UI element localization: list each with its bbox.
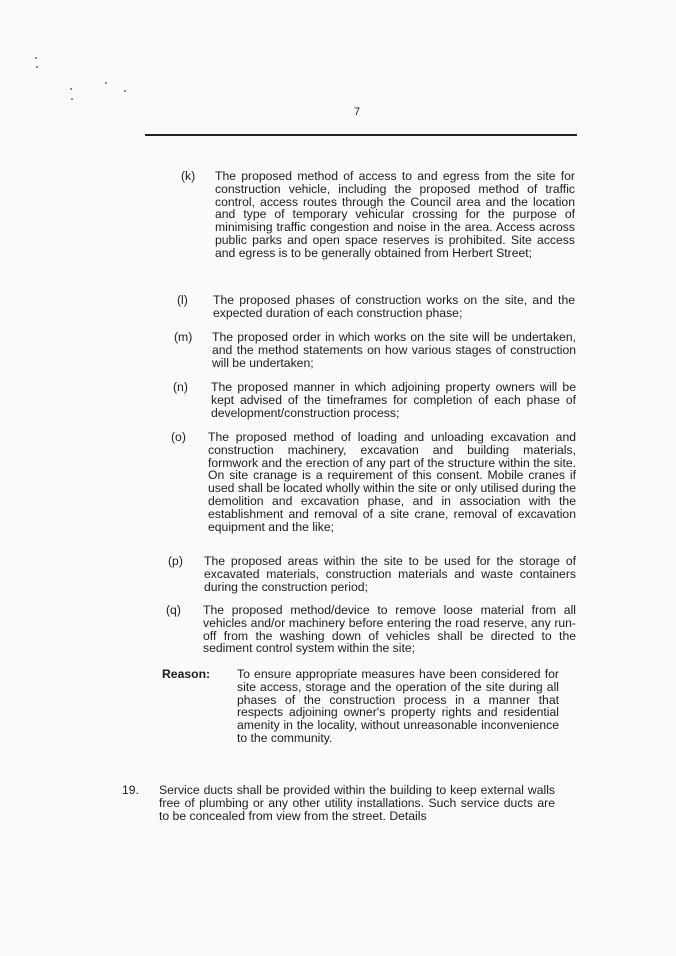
- item-label: (k): [181, 169, 196, 183]
- item-label: (n): [173, 380, 188, 394]
- clause-number: 19.: [122, 783, 139, 797]
- reason-label: Reason:: [162, 667, 211, 681]
- item-text: The proposed areas within the site to be used for the storage of excavated materials, construction materials and waste containers during the construction period;: [204, 554, 576, 594]
- item-label: (o): [171, 430, 186, 444]
- item-label: (l): [177, 293, 188, 307]
- item-text: The proposed order in which works on the site will be undertaken, and the method statements on how various stages of construction will be undertaken;: [212, 330, 576, 370]
- scan-speck: [105, 82, 107, 84]
- reason-text: To ensure appropriate measures have been considered for site access, storage and the operation of the site during all phases of the construction process in a manner that respects adjoining owner's property rights and residential amenity in the locality, without unreasonable inconvenience to the community.: [237, 667, 559, 745]
- clause-text: Service ducts shall be provided within the building to keep external walls free of plumbing or any other utility installations. Such service ducts are to be concealed from view from the street. Details: [159, 783, 555, 823]
- header-rule: [145, 134, 577, 136]
- item-text: The proposed method/device to remove loose material from all vehicles and/or machinery before entering the road reserve, any run-off from the washing down of vehicles shall be directed to the sediment control system within the site;: [203, 603, 576, 656]
- item-label: (p): [168, 554, 183, 568]
- item-text: The proposed method of loading and unloading excavation and construction machinery, excavation and building materials, formwork and the erection of any part of the structure within the site. On site cranage is a requirement of this consent. Mobile cranes if used shall be located wholly within the site or only utilised during the demolition and excavation phase, and in association with the establishment and removal of a site crane, removal of excavation equipment and the like;: [208, 430, 576, 534]
- item-label: (q): [166, 603, 181, 617]
- scan-speck: [71, 98, 73, 100]
- item-text: The proposed method of access to and egress from the site for construction vehicle, including the proposed method of traffic control, access routes through the Council area and the location and type of temporary vehicular crossing for the purpose of minimising traffic congestion and noise in the area. Access across public parks and open space reserves is prohibited. Site access and egress is to be generally obtained from Herbert Street;: [215, 169, 575, 260]
- scan-speck: [124, 90, 126, 92]
- item-text: The proposed phases of construction works on the site, and the expected duration of each construction phase;: [213, 293, 575, 320]
- item-label: (m): [174, 330, 193, 344]
- scan-speck: [70, 88, 72, 90]
- item-text: The proposed manner in which adjoining property owners will be kept advised of the timeframes for completion of each phase of development/construction process;: [211, 380, 576, 420]
- scan-speck: [35, 57, 37, 59]
- scan-speck: [36, 66, 38, 68]
- page-number: 7: [354, 106, 361, 118]
